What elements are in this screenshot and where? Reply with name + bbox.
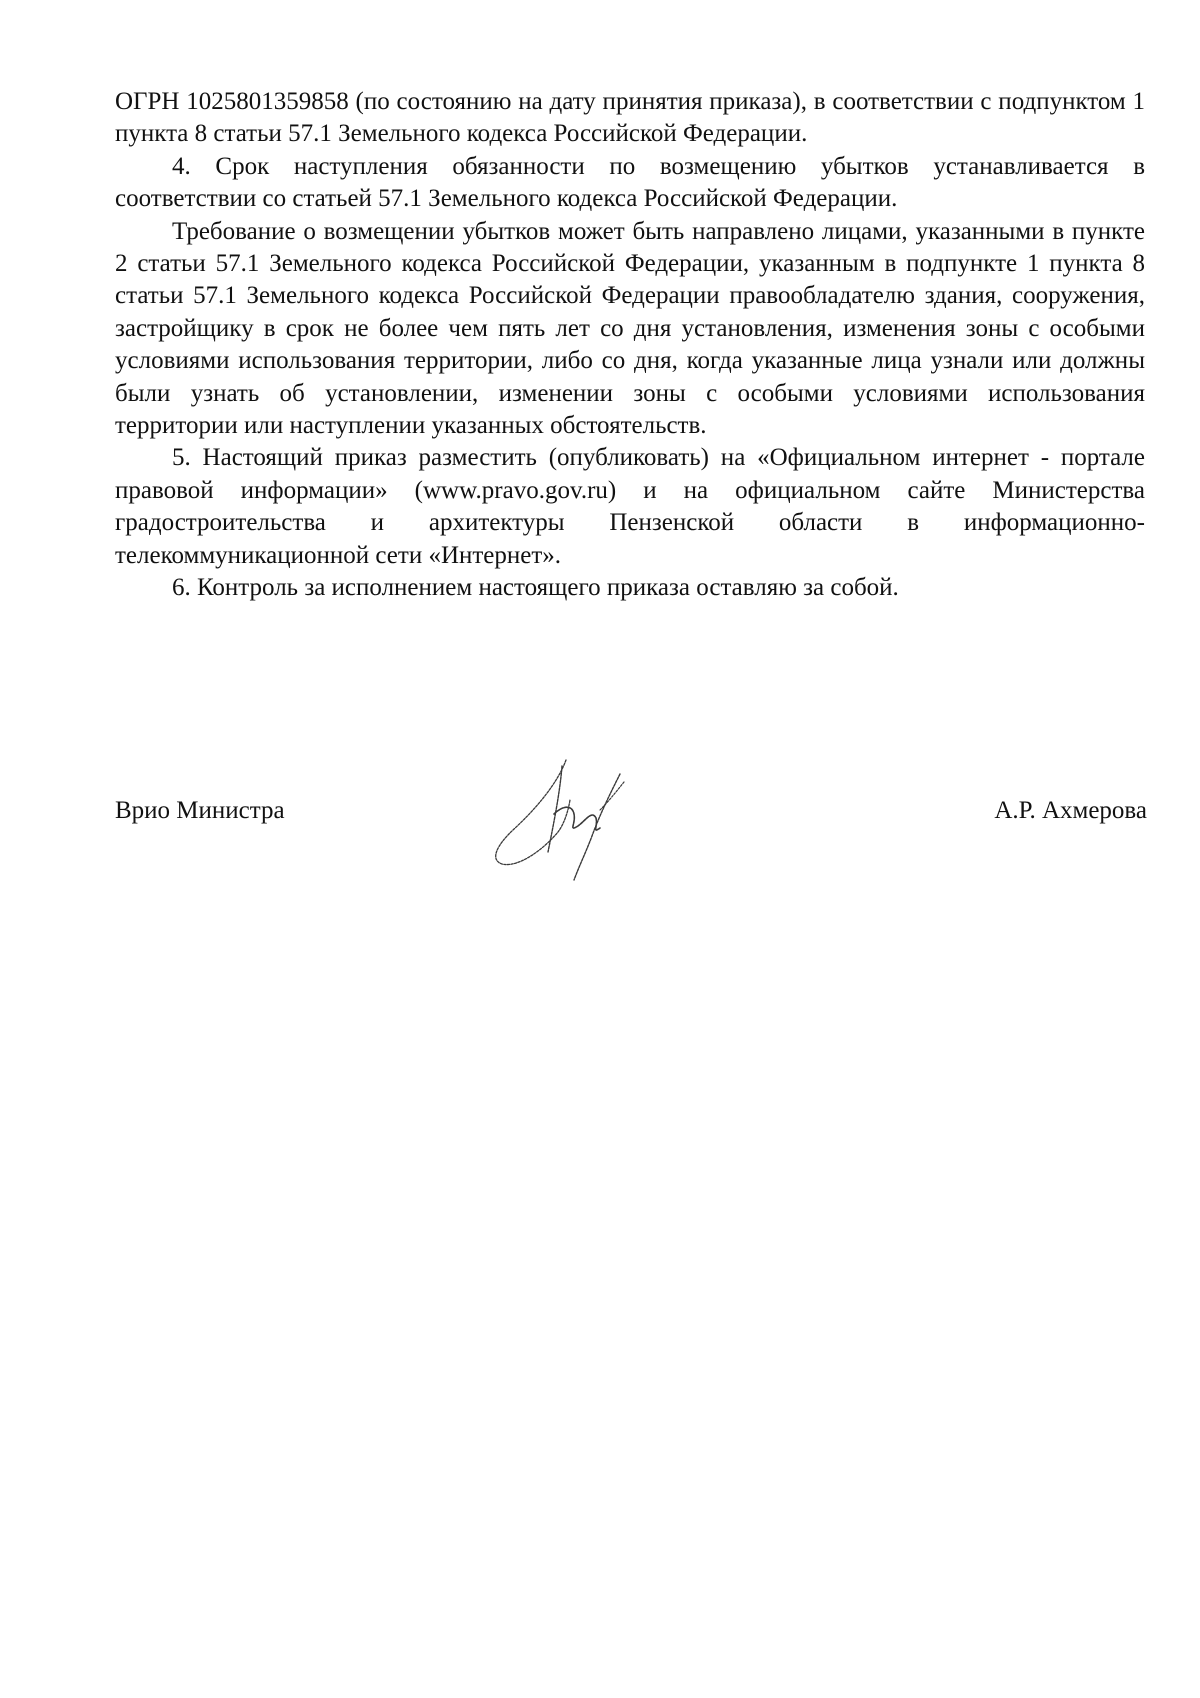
- signature-middle-stroke: [554, 807, 600, 830]
- paragraph-item-5: 5. Настоящий приказ разместить (опубликовать) на «Официальном интернет - портале правовой информации» (www.pravo.gov.ru) и на официальном сайте Министерства градостроительства и архитектуры Пензенской области в информационно-телекоммуникационной сети «Интернет».: [115, 444, 1145, 569]
- paragraph-ogrn: ОГРН 1025801359858 (по состоянию на дату принятия приказа), в соответствии с подпунктом 1 пункта 8 статьи 57.1 Земельного кодекса Российской Федерации.: [115, 88, 1145, 148]
- document-body: [115, 86, 1145, 605]
- paragraph-item-4: 4. Срок наступления обязанности по возмещению убытков устанавливается в соответствии со статьей 57.1 Земельного кодекса Российской Федерации.: [115, 152, 1145, 213]
- signature-cross-stroke: [600, 782, 624, 810]
- signatory-name: А.Р. Ахмерова: [994, 797, 1147, 824]
- paragraph-item-6: 6. Контроль за исполнением настоящего приказа оставляю за собой.: [172, 574, 899, 602]
- signature-loop-stroke: [496, 760, 570, 865]
- handwritten-signature: [488, 752, 668, 887]
- signature-right-stroke: [574, 774, 620, 880]
- paragraph-damages-claim: Требование о возмещении убытков может быть направлено лицами, указанными в пункте 2 статьи 57.1 Земельного кодекса Российской Федерации, указанным в подпункте 1 пункта 8 статьи 57.1 Земельного кодекса Российской Федерации правообладателю здания, сооружения, застройщику в срок не более чем пять лет со дня установления, изменения зоны с особыми условиями использования территории, либо со дня, когда указанные лица узнали или должны были узнать об установлении, изменении зоны с особыми условиями использования территории или наступлении указанных обстоятельств.: [115, 217, 1145, 440]
- signatory-position: Врио Министра: [115, 797, 285, 824]
